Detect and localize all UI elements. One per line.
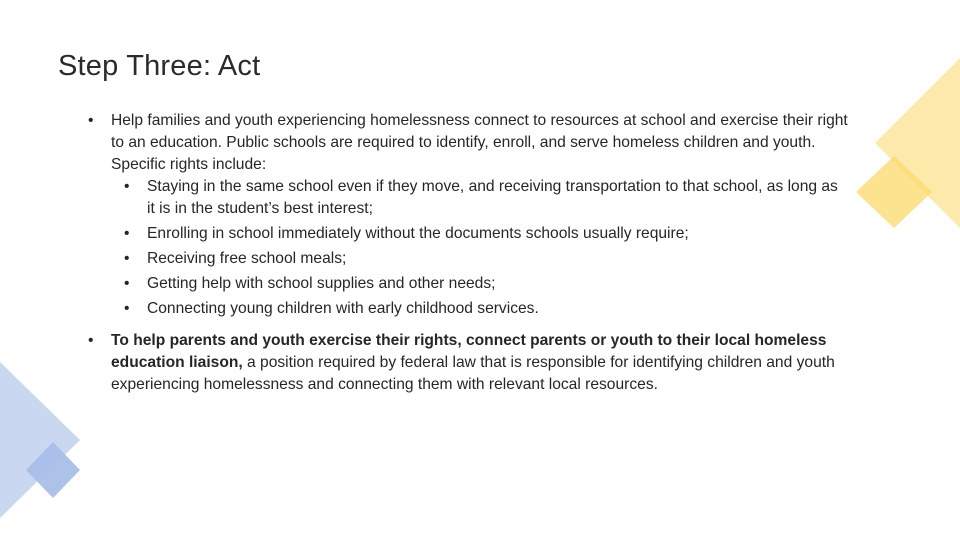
sub-bullet-item: • Enrolling in school immediately without the documents schools usually require;: [124, 223, 848, 245]
bullet-list: [88, 110, 848, 396]
slide-content: [88, 110, 848, 396]
bullet-item: [88, 110, 848, 320]
bullet-text: a position required by federal law that is responsible for identifying children and youth experiencing homelessness and connecting them with relevant local resources.: [111, 354, 835, 393]
bullet-text: Help families and youth experiencing homelessness connect to resources at school and exercise their right to an education. Public schools are required to identify, enroll, and serve homeless children and youth. Specific rights include:: [111, 112, 848, 173]
blue-diamond-large: [0, 362, 80, 518]
sub-bullet-item: • Receiving free school meals;: [124, 248, 848, 270]
sub-bullet-item: • Getting help with school supplies and other needs;: [124, 273, 848, 295]
bullet-item: [88, 330, 848, 396]
sub-bullet-item: • Staying in the same school even if they move, and receiving transportation to that school, as long as it is in the student’s best interest;: [124, 176, 848, 220]
sub-bullet-item: • Connecting young children with early childhood services.: [124, 298, 848, 320]
slide-title: Step Three: Act: [58, 50, 261, 82]
sub-bullet-list: [124, 176, 848, 320]
bullet-bold-text: To help parents and youth exercise their rights, connect parents or youth to their local homeless education liaison,: [111, 332, 827, 371]
